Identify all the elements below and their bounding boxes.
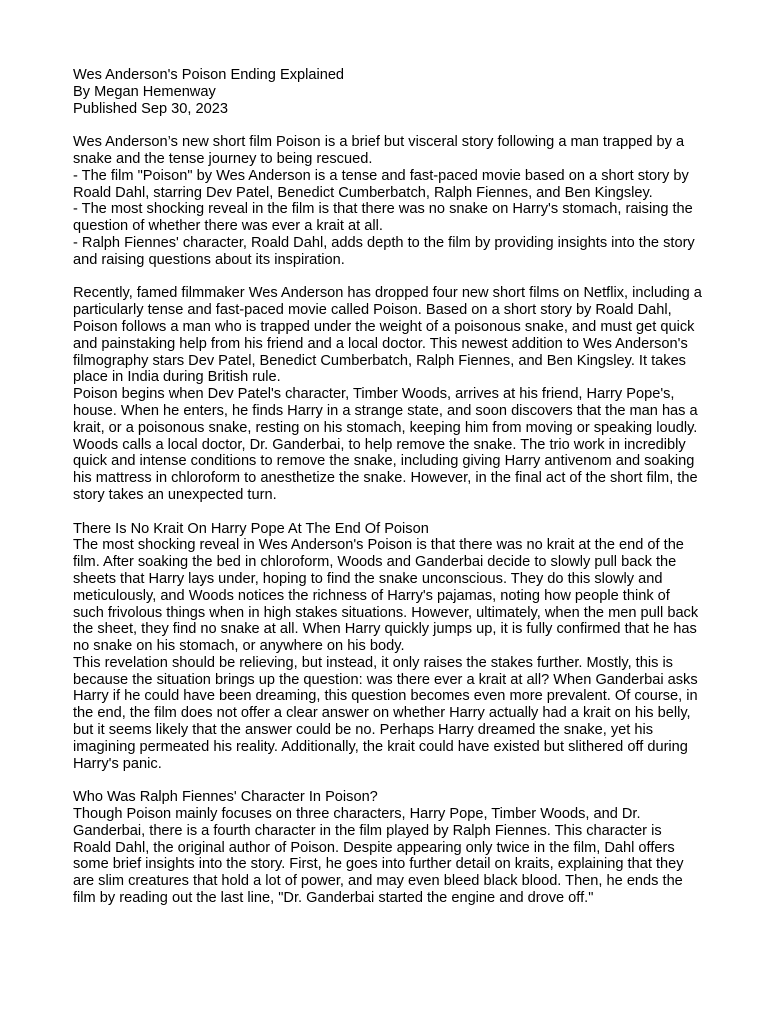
body-paragraph: Poison begins when Dev Patel's character, Timber Woods, arrives at his friend, Harry Pope's, house. When he enters, he finds Harry in a strange state, and soon discovers that the man has a krait, or a poisonous snake, resting on his stomach, keeping him from moving or speaking loudly. Woods calls a local doctor, Dr. Ganderbai, to help remove the snake. The trio work in incredibly quick and intense conditions to remove the snake, including giving Harry antivenom and soaking his mattress in chloroform to anesthetize the snake. However, in the final act of the short film, the story takes an unexpected turn. [73, 386, 698, 503]
summary-bullet: - The most shocking reveal in the film is that there was no snake on Harry's stomach, raising the question of whether there was ever a krait at all. [73, 201, 693, 235]
section-heading: There Is No Krait On Harry Pope At The End Of Poison [73, 520, 429, 537]
summary-bullet: - Ralph Fiennes' character, Roald Dahl, adds depth to the film by providing insights into the story and raising questions about its inspiration. [73, 234, 695, 268]
spacer [73, 504, 703, 521]
spacer [73, 269, 703, 286]
article-intro: Wes Anderson’s new short film Poison is a brief but visceral story following a man trapped by a snake and the tense journey to being rescued. [73, 134, 685, 167]
section-paragraph: Though Poison mainly focuses on three characters, Harry Pope, Timber Woods, and Dr. Ganderbai, there is a fourth character in the film played by Ralph Fiennes. This character is Roald Dahl, the original author of Poison. Despite appearing only twice in the film, Dahl offers some brief insights into the story. First, he goes into further detail on kraits, explaining that they are slim creatures that hold a lot of power, and may even bleed black blood. Then, he ends the film by reading out the last line, "Dr. Ganderbai started the engine and drove off." [73, 806, 684, 907]
section-paragraph: This revelation should be relieving, but instead, it only raises the stakes further. Mostly, this is because the situation brings up the question: was there ever a krait at all? When Ganderbai asks Harry if he could have been dreaming, this question becomes even more prevalent. Of course, in the end, the film does not offer a clear answer on whether Harry actually had a krait on his belly, but it seems likely that the answer could be no. Perhaps Harry dreamed the snake, yet his imagining permeated his reality. Additionally, the krait could have existed but slithered off during Harry's panic. [73, 654, 698, 772]
spacer [73, 117, 703, 134]
spacer [73, 772, 703, 789]
body-paragraph: Recently, famed filmmaker Wes Anderson has dropped four new short films on Netflix, including a particularly tense and fast-paced movie called Poison. Based on a short story by Roald Dahl, Poison follows a man who is trapped under the weight of a poisonous snake, and must get quick and painstaking help from his friend and a local doctor. This newest addition to Wes Anderson's filmography stars Dev Patel, Benedict Cumberbatch, Ralph Fiennes, and Ben Kingsley. It takes place in India during British rule. [73, 285, 702, 386]
article-title: Wes Anderson's Poison Ending Explained [73, 67, 345, 83]
section-paragraph: The most shocking reveal in Wes Anderson's Poison is that there was no krait at the end of the film. After soaking the bed in chloroform, Woods and Ganderbai decide to slowly pull back the sheets that Harry lays under, hoping to find the snake unconscious. They do this slowly and meticulously, and Woods notices the richness of Harry's pajamas, noting how people think of such frivolous things when in high stakes situations. However, ultimately, when the men pull back the sheet, they find no snake at all. When Harry quickly jumps up, it is fully confirmed that he has no snake on his stomach, or anywhere on his body. [73, 537, 699, 655]
section-heading: Who Was Ralph Fiennes' Character In Poison? [73, 789, 378, 806]
summary-bullet: - The film "Poison" by Wes Anderson is a tense and fast-paced movie based on a short story by Roald Dahl, starring Dev Patel, Benedict Cumberbatch, Ralph Fiennes, and Ben Kingsley. [73, 167, 689, 201]
document-page [73, 67, 703, 907]
article-published-date: Published Sep 30, 2023 [73, 100, 228, 117]
article-byline: By Megan Hemenway [73, 83, 216, 100]
